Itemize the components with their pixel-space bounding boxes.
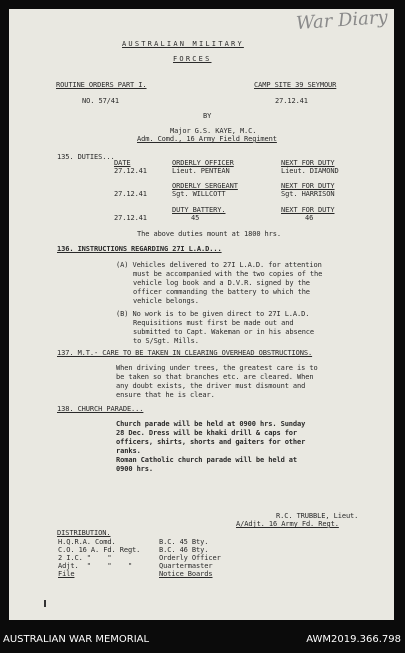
para-line: When driving under trees, the greatest care is to bbox=[116, 364, 318, 372]
para-line: officers, shirts, shorts and gaiters for other bbox=[116, 438, 306, 446]
signatory-name: Major G.S. KAYE, M.C. bbox=[170, 127, 257, 135]
date-header: DATE bbox=[114, 159, 131, 167]
by-label: BY bbox=[203, 112, 212, 120]
footer-institution: AUSTRALIAN WAR MEMORIAL bbox=[3, 634, 150, 645]
section-137-title: 137. M.T.- CARE TO BE TAKEN IN CLEARING OVERHEAD OBSTRUCTIONS. bbox=[57, 349, 313, 357]
next-duty-header: NEXT FOR DUTY bbox=[281, 159, 335, 167]
para-line: vehicle belongs. bbox=[133, 297, 199, 305]
section-138-title: 138. CHURCH PARADE... bbox=[57, 405, 144, 413]
signature-name: R.C. TRUBBLE, Lieut. bbox=[276, 512, 359, 520]
para-line: Requisitions must first be made out and bbox=[133, 319, 294, 327]
next-duty-name: Sgt. HARRISON bbox=[281, 190, 335, 198]
duty-name: 45 bbox=[191, 214, 200, 222]
para-line: (A) Vehicles delivered to 27I L.A.D. for attention bbox=[116, 261, 322, 269]
signature-role: A/Adjt. 16 Army Fd. Regt. bbox=[236, 520, 339, 528]
camp-site: CAMP SITE 39 SEYMOUR bbox=[254, 81, 337, 89]
distribution-item: H.Q.R.A. Comd. bbox=[58, 538, 116, 546]
punch-mark bbox=[44, 600, 46, 607]
distribution-item: Quartermaster bbox=[159, 562, 213, 570]
order-number: NO. 57/41 bbox=[82, 97, 120, 105]
next-duty-header: NEXT FOR DUTY bbox=[281, 206, 335, 214]
para-line: Church parade will be held at 0900 hrs. Sunday bbox=[116, 420, 306, 428]
duty-header: DUTY BATTERY. bbox=[172, 206, 226, 214]
distribution-item: B.C. 46 Bty. bbox=[159, 546, 209, 554]
distribution-item: C.O. 16 A. Fd. Regt. bbox=[58, 546, 141, 554]
distribution-item: Notice Boards bbox=[159, 570, 213, 578]
section-135-title: 135. DUTIES... bbox=[57, 153, 115, 161]
duty-date: 27.12.41 bbox=[114, 190, 147, 198]
next-duty-header: NEXT FOR DUTY bbox=[281, 182, 335, 190]
next-duty-name: Lieut. DIAMOND bbox=[281, 167, 339, 175]
para-line: any doubt exists, the driver must dismount and bbox=[116, 382, 306, 390]
heading-line-1: AUSTRALIAN MILITARY bbox=[122, 40, 244, 48]
next-duty-name: 46 bbox=[305, 214, 314, 222]
handwritten-annotation: War Diary bbox=[295, 6, 389, 35]
para-line: submitted to Capt. Wakeman or in his absence bbox=[133, 328, 315, 336]
para-line: to S/Sgt. Mills. bbox=[133, 337, 199, 345]
para-line: ranks. bbox=[116, 447, 141, 455]
para-line: Roman Catholic church parade will be held at bbox=[116, 456, 298, 464]
duty-name: Sgt. WILLCOTT bbox=[172, 190, 226, 198]
mount-note: The above duties mount at 1800 hrs. bbox=[137, 230, 282, 238]
para-line: 28 Dec. Dress will be khaki drill & caps for bbox=[116, 429, 298, 437]
para-line: be taken so that branches etc. are cleared. When bbox=[116, 373, 314, 381]
duty-header: ORDERLY SERGEANT bbox=[172, 182, 238, 190]
duty-date: 27.12.41 bbox=[114, 167, 147, 175]
distribution-item: Orderly Officer bbox=[159, 554, 221, 562]
section-136-title: 136. INSTRUCTIONS REGARDING 27I L.A.D... bbox=[57, 245, 222, 253]
distribution-item: Adjt. " " " bbox=[58, 562, 133, 570]
para-line: 0900 hrs. bbox=[116, 465, 154, 473]
duty-date: 27.12.41 bbox=[114, 214, 147, 222]
order-date: 27.12.41 bbox=[275, 97, 308, 105]
para-line: vehicle log book and a D.V.R. signed by the bbox=[133, 279, 310, 287]
signatory-role: Adm. Comd., 16 Army Field Regiment bbox=[137, 135, 277, 143]
distribution-item: File bbox=[58, 570, 75, 578]
routine-orders-title: ROUTINE ORDERS PART I. bbox=[56, 81, 147, 89]
para-line: officer commanding the battery to which the bbox=[133, 288, 310, 296]
para-line: ensure that he is clear. bbox=[116, 391, 215, 399]
heading-line-2: FORCES bbox=[173, 55, 212, 63]
para-line: must be accompanied with the two copies of the bbox=[133, 270, 323, 278]
para-line: (B) No work is to be given direct to 27I L.A.D. bbox=[116, 310, 310, 318]
duty-header: ORDERLY OFFICER bbox=[172, 159, 234, 167]
distribution-item: B.C. 45 Bty. bbox=[159, 538, 209, 546]
distribution-item: 2 I.C. " " bbox=[58, 554, 112, 562]
duty-name: Lieut. PENTEAN bbox=[172, 167, 230, 175]
footer-accession-number: AWM2019.366.798 bbox=[306, 634, 401, 645]
distribution-title: DISTRIBUTION. bbox=[57, 529, 111, 537]
